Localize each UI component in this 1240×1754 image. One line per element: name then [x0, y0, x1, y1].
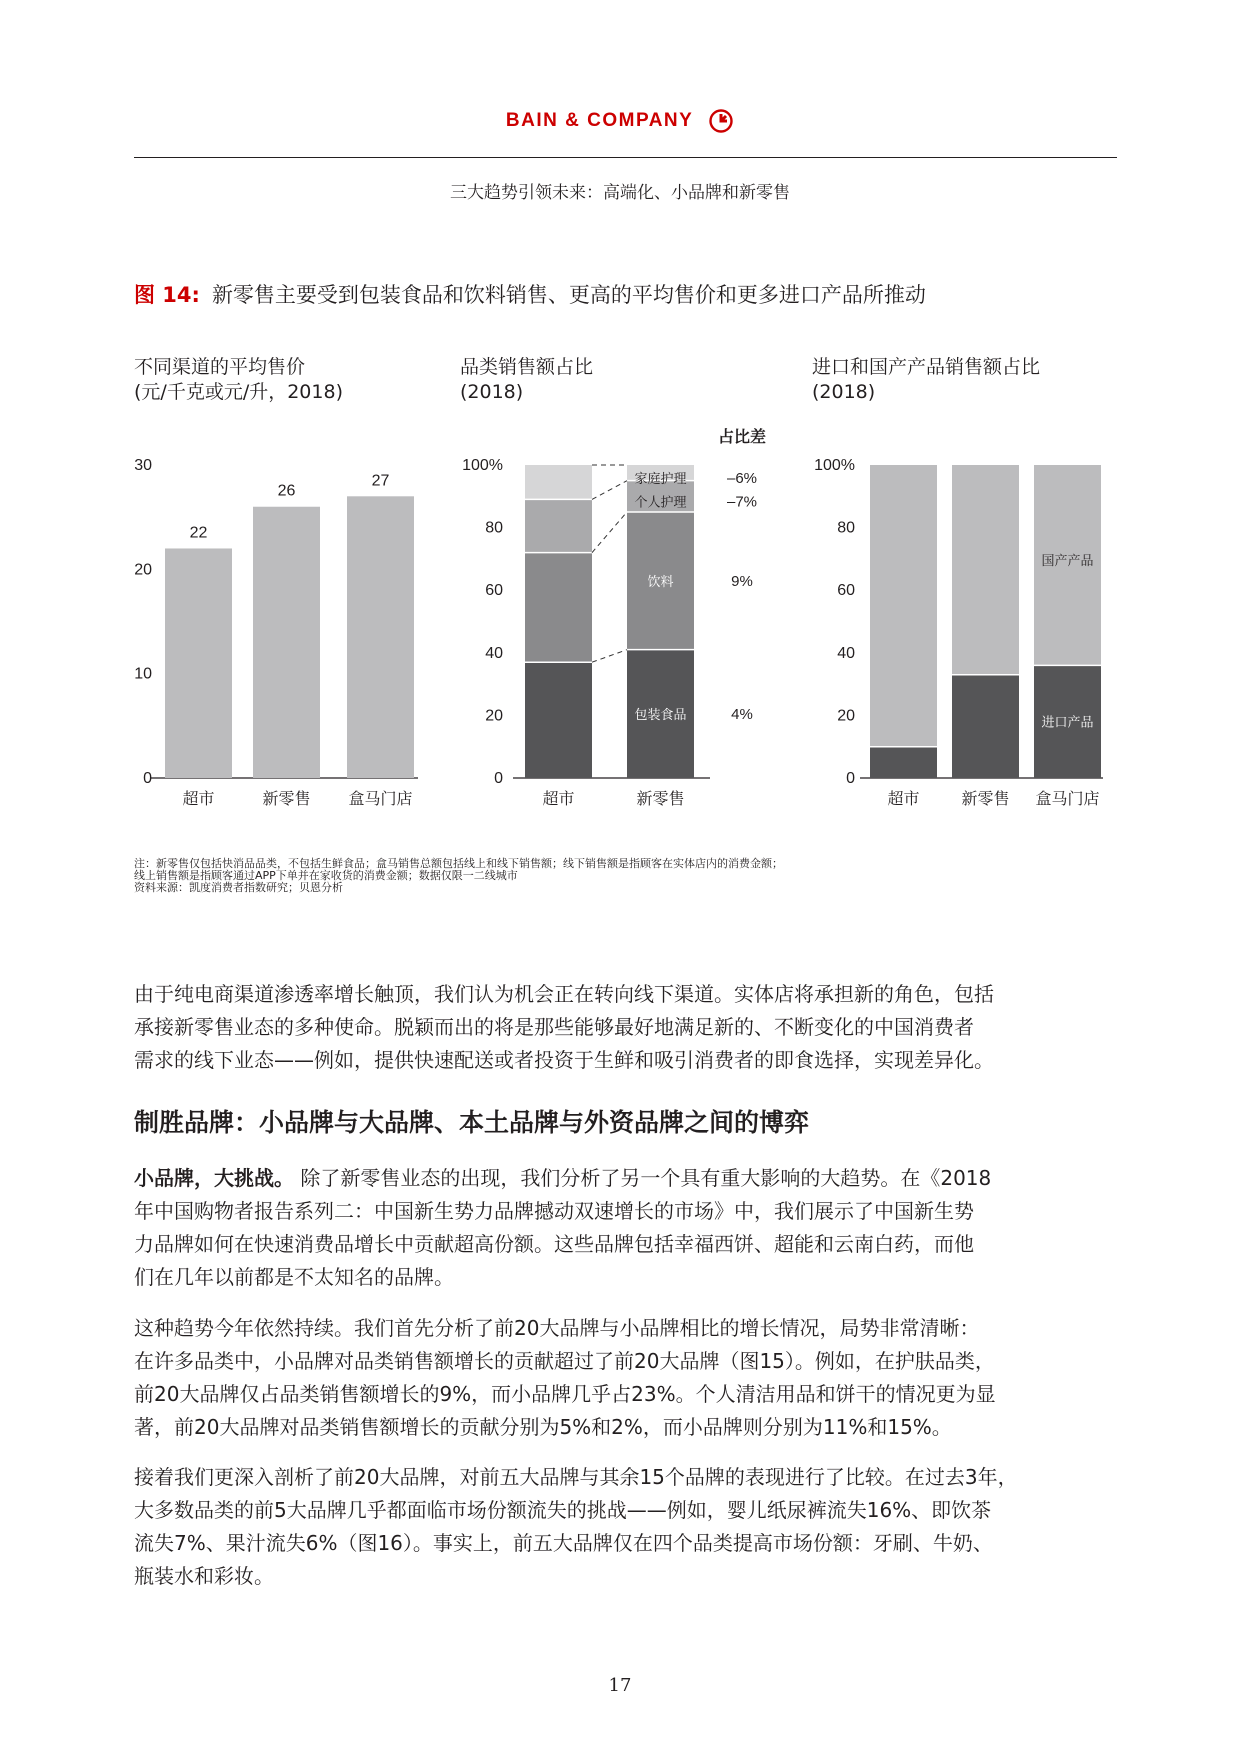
chart2-diff-value: –6%: [726, 470, 758, 487]
chart3-subtitle: (2018): [812, 381, 876, 403]
chart1-y-tick-label: 0: [143, 770, 152, 787]
chart3-y-tick-label: 100%: [814, 457, 855, 474]
chart2-category-label: 新零售: [636, 789, 685, 808]
chart3-bar-segment: [870, 465, 937, 747]
para-line: 著，前20大品牌对品类销售额增长的贡献分别为5%和2%，而小品牌则分别为11%和15%。: [134, 1415, 952, 1439]
chart2-segment-label: 包装食品: [634, 707, 687, 723]
para-line: 年中国购物者报告系列二：中国新生势力品牌撼动双速增长的市场》中，我们展示了中国新生势: [134, 1199, 974, 1223]
chart3-title: 进口和国产产品销售额占比: [812, 356, 1041, 378]
chart2-bar-segment: [525, 465, 592, 499]
chart2-category-label: 超市: [542, 789, 575, 808]
chart3-bar-segment: [870, 747, 937, 778]
para-line: 瓶装水和彩妆。: [134, 1564, 274, 1588]
chart2-y-tick-label: 0: [494, 770, 503, 787]
para-line: 需求的线下业态——例如，提供快速配送或者投资于生鲜和吸引消费者的即食选择，实现差异化。: [134, 1048, 994, 1072]
para-line: 接着我们更深入剖析了前20大品牌，对前五大品牌与其余15个品牌的表现进行了比较。在过去3年，: [134, 1465, 1018, 1489]
chart2-bar-segment: [525, 662, 592, 778]
para-line: 力品牌如何在快速消费品增长中贡献超高份额。这些品牌包括幸福西饼、超能和云南白药，而他: [134, 1232, 974, 1256]
chart3-segment-label: 国产产品: [1041, 554, 1094, 569]
chart2-segment-label: 家庭护理: [634, 472, 687, 487]
chart2-segment-label: 个人护理: [634, 495, 687, 511]
body-paragraph-3: [134, 1312, 1117, 1444]
chart3-y-tick-label: 20: [837, 707, 855, 725]
chart2-segment-label: 饮料: [647, 574, 674, 590]
report-subtitle: 三大趋势引领未来：高端化、小品牌和新零售: [450, 183, 790, 203]
note-line: 注：新零售仅包括快消品品类，不包括生鲜食品；盒马销售总额包括线上和线下销售额；线下销售额是指顾客在实体店内的消费金额；: [134, 857, 783, 870]
para-line: 由于纯电商渠道渗透率增长触顶，我们认为机会正在转向线下渠道。实体店将承担新的角色，包括: [134, 982, 994, 1006]
chart2-y-tick-label: 100%: [462, 457, 503, 474]
para-line: 们在几年以前都是不太知名的品牌。: [134, 1265, 454, 1289]
chart1-y-tick-label: 20: [134, 561, 152, 579]
chart3-category-label: 盒马门店: [1035, 789, 1100, 808]
brand-name: BAIN & COMPANY: [505, 110, 694, 131]
figure-notes: [134, 858, 1114, 894]
chart3-segment-label: 进口产品: [1041, 715, 1094, 731]
page-number: 17: [608, 1675, 632, 1696]
chart1-data-label: 27: [371, 472, 390, 490]
chart1-subtitle: (元/千克或元/升，2018): [134, 381, 343, 403]
chart3-category-label: 新零售: [961, 789, 1010, 808]
body-paragraph-1: [134, 978, 1117, 1077]
chart2-diff-value: 9%: [731, 572, 753, 590]
chart1-y-tick-label: 30: [134, 457, 152, 474]
chart2-y-tick-label: 60: [485, 582, 503, 600]
chart1-category-label: 盒马门店: [348, 789, 413, 808]
source-line: 资料来源：凯度消费者指数研究；贝恩分析: [134, 881, 343, 894]
figure-charts: [0, 0, 1240, 860]
body-paragraph-4: [134, 1461, 1117, 1593]
figure-number: 图 14:: [134, 283, 200, 307]
para-line: 前20大品牌仅占品类销售额增长的9%，而小品牌几乎占23%。个人清洁用品和饼干的情况更为显: [134, 1382, 996, 1406]
chart1-y-tick-label: 10: [134, 665, 152, 683]
chart2-y-tick-label: 20: [485, 707, 503, 725]
chart3-bar-segment: [952, 465, 1019, 675]
chart3-y-tick-label: 40: [837, 644, 855, 662]
para-line: 这种趋势今年依然持续。我们首先分析了前20大品牌与小品牌相比的增长情况，局势非常清晰：: [134, 1316, 980, 1340]
chart1-bar: [347, 496, 414, 778]
note-line: 线上销售额是指顾客通过APP下单并在家收货的消费金额；数据仅限一二线城市: [134, 869, 518, 882]
chart2-connector-line: [592, 650, 627, 663]
para-line: [134, 1162, 1117, 1195]
chart2-connector-line: [592, 481, 627, 500]
chart2-bar-segment: [525, 499, 592, 552]
para-line: 在许多品类中，小品牌对品类销售额增长的贡献超过了前20大品牌（图15）。例如，在护肤品类，: [134, 1349, 995, 1373]
chart2-diff-value: 4%: [731, 705, 753, 723]
section-heading: 制胜品牌：小品牌与大品牌、本土品牌与外资品牌之间的博弈: [134, 1108, 810, 1137]
chart1-bar: [165, 548, 232, 778]
chart1-bar: [253, 507, 320, 778]
chart1-data-label: 22: [189, 524, 208, 542]
chart3-y-tick-label: 80: [837, 519, 855, 537]
figure-caption: 新零售主要受到包装食品和饮料销售、更高的平均售价和更多进口产品所推动: [211, 283, 926, 307]
chart1-category-label: 新零售: [262, 789, 311, 808]
chart2-y-tick-label: 80: [485, 519, 503, 537]
chart1-data-label: 26: [277, 482, 296, 500]
body-paragraph-2: [134, 1162, 1117, 1294]
chart3-bar-segment: [952, 675, 1019, 778]
chart2-connector-line: [592, 512, 627, 553]
chart3-y-tick-label: 0: [846, 770, 855, 787]
chart2-diff-value: –7%: [726, 493, 758, 511]
para-line: 大多数品类的前5大品牌几乎都面临市场份额流失的挑战——例如，婴儿纸尿裤流失16%、即饮茶: [134, 1498, 992, 1522]
chart3-y-tick-label: 60: [837, 582, 855, 600]
para-line: 流失7%、果汁流失6%（图16）。事实上，前五大品牌仅在四个品类提高市场份额：牙刷、牛奶、: [134, 1531, 993, 1555]
chart1-title: 不同渠道的平均售价: [134, 356, 306, 378]
chart2-bar-segment: [525, 553, 592, 663]
para-text: 除了新零售业态的出现，我们分析了另一个具有重大影响的大趋势。在《2018: [300, 1166, 992, 1190]
para-line: 承接新零售业态的多种使命。脱颖而出的将是那些能够最好地满足新的、不断变化的中国消费者: [134, 1015, 974, 1039]
chart2-subtitle: (2018): [460, 381, 524, 403]
chart3-category-label: 超市: [887, 789, 920, 808]
paragraph-lead: 小品牌，大挑战。: [134, 1166, 294, 1190]
chart2-title: 品类销售额占比: [460, 356, 594, 378]
chart2-y-tick-label: 40: [485, 644, 503, 662]
chart2-diff-header: 占比差: [717, 427, 767, 446]
chart1-category-label: 超市: [182, 789, 215, 808]
